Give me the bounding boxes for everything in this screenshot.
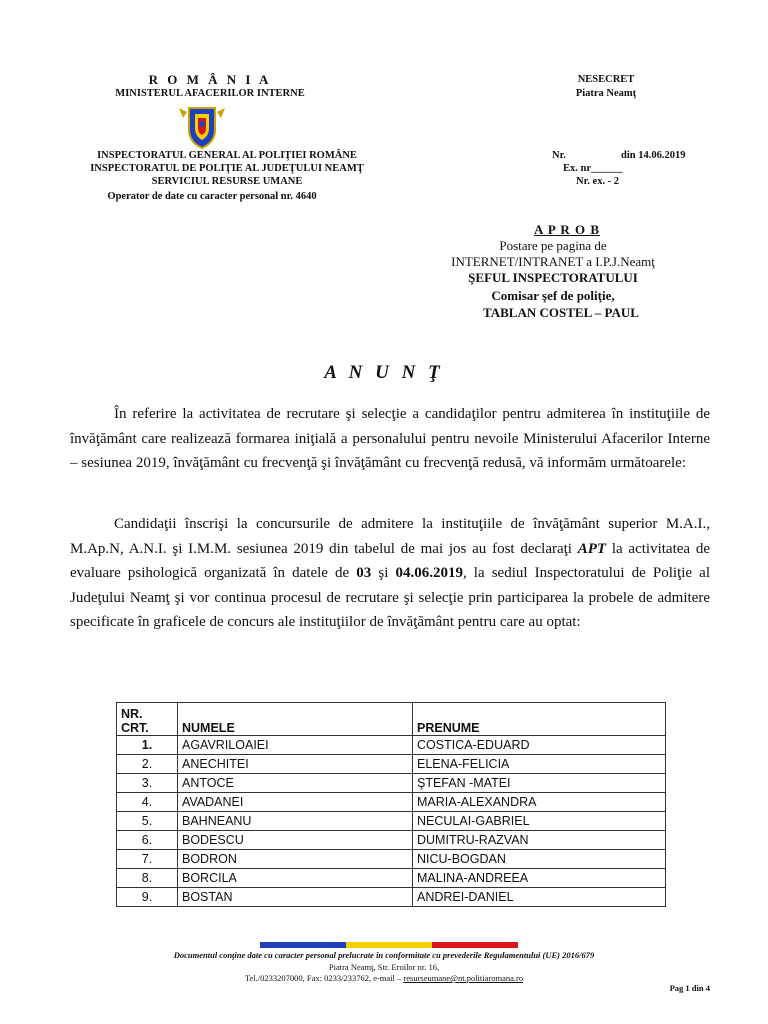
document-date: din 14.06.2019 [621,150,686,161]
row-number: 7. [117,850,178,869]
row-first-name: MALINA-ANDREEA [413,869,666,888]
flag-red-stripe [432,942,518,948]
row-name: AGAVRILOAIEI [178,736,413,755]
approval-line-3: ŞEFUL INSPECTORATULUI [468,270,638,285]
footer-address: Piatra Neamţ, Str. Eroilor nr. 16, [328,962,440,972]
row-name: ANTOCE [178,774,413,793]
romanian-police-crest-icon [175,104,229,150]
row-number: 9. [117,888,178,907]
row-number: 8. [117,869,178,888]
document-number-label: Nr. [552,150,566,161]
column-header-nr: NR. CRT. [117,703,178,736]
row-name: ANECHITEI [178,755,413,774]
ministry-heading: MINISTERUL AFACERILOR INTERNE [115,88,305,99]
row-first-name: ŞTEFAN -MATEI [413,774,666,793]
row-number: 2. [117,755,178,774]
table-header-row [117,703,666,736]
row-first-name: DUMITRU-RAZVAN [413,831,666,850]
table-row [117,793,666,812]
row-name: BODRON [178,850,413,869]
row-name: BOSTAN [178,888,413,907]
row-first-name: MARIA-ALEXANDRA [413,793,666,812]
footer-email-link[interactable]: resurseumane@nt.politiaromana.ro [403,973,524,983]
approval-line-1: Postare pe pagina de [499,238,607,253]
row-name: BODESCU [178,831,413,850]
column-header-first-name: PRENUME [413,703,666,736]
row-first-name: NECULAI-GABRIEL [413,812,666,831]
classification-label: NESECRET [577,74,635,85]
table-row [117,888,666,907]
copy-number-label: Ex. nr______ [563,163,623,174]
row-first-name: ELENA-FELICIA [413,755,666,774]
approval-line-4: Comisar şef de poliţie, [491,288,615,303]
row-name: BAHNEANU [178,812,413,831]
approval-line-5: TABLAN COSTEL – PAUL [483,305,639,320]
paragraph-intro: În referire la activitatea de recrutare şi selecţie a candidaţilor pentru admiterea în instituţiile de învăţământ care realizează formarea iniţială a personalului pentru nevoile Ministerului Afacerilor Interne – sesiunea 2019, învăţământ cu frecvenţă şi învăţământ cu frecvenţă redusă, vă informăm următoarele: [70,406,710,471]
table-row [117,755,666,774]
column-header-name: NUMELE [178,703,413,736]
row-first-name: COSTICA-EDUARD [413,736,666,755]
flag-blue-stripe [260,942,346,948]
institution-line-2: INSPECTORATUL DE POLIŢIE AL JUDEŢULUI NEAMŢ [90,163,364,174]
table-row [117,774,666,793]
approval-title: A P R O B [533,222,601,237]
table-row [117,831,666,850]
flag-yellow-stripe [346,942,432,948]
paragraph-candidates: Candidaţii înscrişi la concursurile de admitere la instituţiile de învăţământ superior M.A.I., M.Ap.N, A.N.I. şi I.M.M. sesiunea 2019 din tabelul de mai jos au fost declaraţi APT la activitatea de evaluare psihologică organizată în datele de 03 şi 04.06.2019, la sediul Inspectoratului de Poliţie al Judeţului Neamţ şi vor continua procesul de recrutare şi selecţie prin participarea la probele de admitere specificate în graficele de concurs ale instituţiilor de învăţământ pentru care au optat: [70,516,710,630]
apt-status: APT [577,540,607,557]
document-title: A N U N Ţ [324,362,444,383]
copies-count: Nr. ex. - 2 [576,176,620,187]
tricolor-divider [260,942,518,948]
department-line: SERVICIUL RESURSE UMANE [151,176,303,187]
row-name: BORCILA [178,869,413,888]
page-number: Pag 1 din 4 [669,983,710,993]
row-first-name: NICU-BOGDAN [413,850,666,869]
row-number: 5. [117,812,178,831]
row-number: 3. [117,774,178,793]
row-number: 6. [117,831,178,850]
institution-line-1: INSPECTORATUL GENERAL AL POLIŢIEI ROMÂNE [97,150,357,161]
table-row [117,736,666,755]
country-heading: R O M Â N I A [148,72,272,87]
city-label: Piatra Neamţ [575,88,637,99]
candidates-table [116,702,666,907]
row-number: 1. [117,736,178,755]
table-row [117,850,666,869]
row-first-name: ANDREI-DANIEL [413,888,666,907]
row-number: 4. [117,793,178,812]
approval-line-2: INTERNET/INTRANET a I.P.J.Neamţ [451,254,655,269]
operator-line: Operator de date cu caracter personal nr. 4640 [107,191,317,202]
footer-data-notice: Documentul conţine date cu caracter personal prelucrate în conformitate cu prevederile Regulamentului (UE) 2016/679 [173,950,595,960]
table-row [117,869,666,888]
table-row [117,812,666,831]
row-name: AVADANEI [178,793,413,812]
footer-contact: Tel./0233207000, Fax: 0233/233762, e-mail – resurseumane@nt.politiaromana.ro [244,973,524,983]
